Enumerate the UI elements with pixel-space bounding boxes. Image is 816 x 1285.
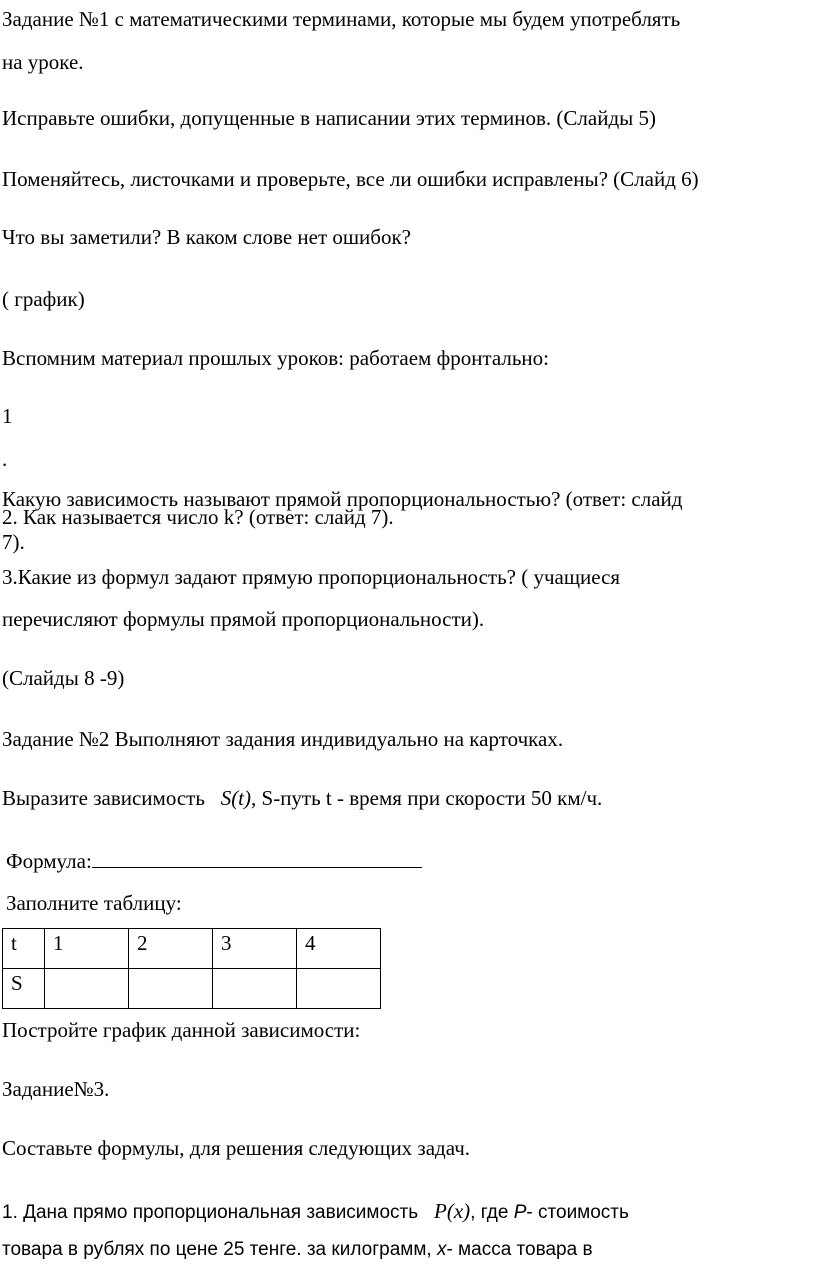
task1-heading-cont: на уроке. [2,50,84,74]
express-text: Выразите зависимость [2,786,205,810]
table-cell: 1 [45,929,129,969]
table-cell[interactable] [129,969,213,1009]
problem-1-line [2,1199,629,1225]
question-1-cont: 7). [2,530,25,554]
compose-formulas-text: Составьте формулы, для решения следующих задач. [2,1136,471,1160]
question-3: 3.Какие из формул задают прямую пропорциональность? ( учащиеся [2,565,621,589]
table-row [3,929,381,969]
list-dot: . [2,447,8,471]
variable-x: x [436,1239,447,1260]
list-number: 1 [2,404,13,428]
table-cell: 2 [129,929,213,969]
express-text-cont: S-путь t - время при скорости 50 км/ч. [261,786,603,810]
question-3-cont: перечисляют формулы прямой пропорциональности). [2,607,485,631]
table-cell[interactable] [213,969,297,1009]
question-2: 2. Как называется число k? (ответ: слайд 7). [2,505,394,529]
question-1: Какую зависимость называют прямой пропорциональностью? (ответ: слайд [2,487,683,511]
task2-heading: Задание №2 Выполняют задания индивидуально на карточках. [2,727,564,751]
problem-1-where: , где [470,1202,509,1223]
swap-sheets-text: Поменяйтесь, листочками и проверьте, все ли ошибки исправлены? (Слайд 6) [2,167,699,191]
task1-heading: Задание №1 с математическими терминами, которые мы будем употреблять [2,7,681,31]
problem-1-cost: - стоимость [526,1202,629,1223]
variable-p: P [513,1202,527,1223]
fix-errors-text: Исправьте ошибки, допущенные в написании этих терминов. (Слайды 5) [2,106,656,130]
table-cell: S [3,969,45,1009]
table-row [3,969,381,1009]
problem-1-text-cont: товара в рублях по цене 25 тенге. за килограмм, [2,1239,432,1260]
express-dependency-line [2,786,602,810]
formula-line [6,849,422,873]
formula-blank[interactable] [92,849,422,868]
slides-ref: (Слайды 8 -9) [2,666,125,690]
table-cell: t [3,929,45,969]
problem-1-text: 1. Дана прямо пропорциональная зависимость [2,1202,419,1223]
table-cell[interactable] [297,969,381,1009]
formula-p-of-x: P(x) [434,1199,471,1223]
formula-s-of-t: S(t), [220,786,257,810]
build-graph-text: Постройте график данной зависимости: [2,1018,361,1042]
fill-table-text: Заполните таблицу: [6,891,182,915]
problem-1-mass: - масса товара в [446,1239,593,1260]
task3-heading: Задание№3. [2,1077,110,1101]
table-cell: 3 [213,929,297,969]
recall-text: Вспомним материал прошлых уроков: работаем фронтально: [2,346,550,370]
question-text: Что вы заметили? В каком слове нет ошибок? [2,225,412,249]
fill-table [2,928,381,1009]
problem-1-line-cont [2,1238,593,1262]
table-cell: 4 [297,929,381,969]
formula-label: Формула: [6,849,92,873]
table-cell[interactable] [45,969,129,1009]
answer-text: ( график) [2,287,85,311]
